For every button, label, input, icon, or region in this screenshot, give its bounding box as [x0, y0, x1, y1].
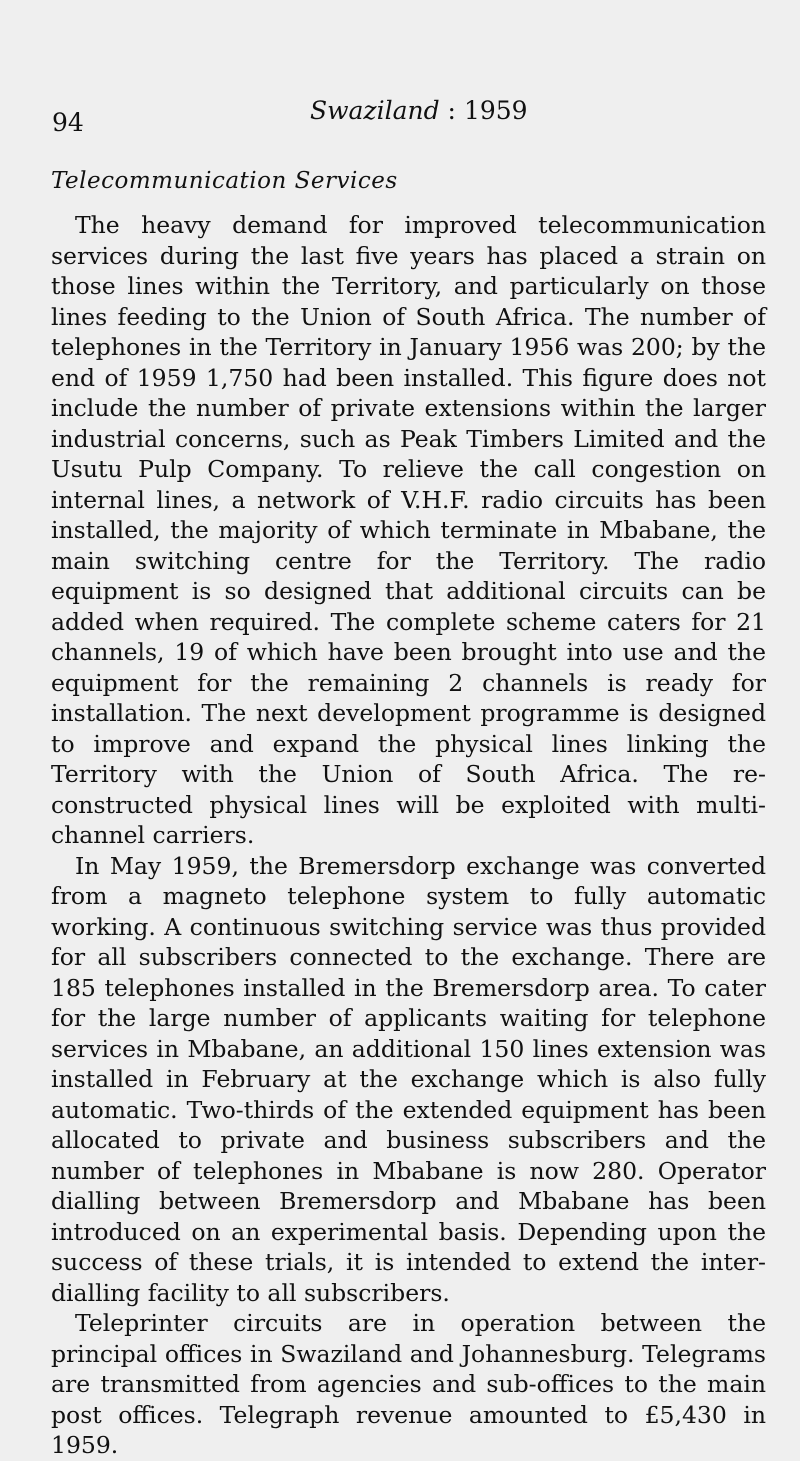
running-header	[310, 96, 528, 125]
running-header-year: 1959	[463, 96, 528, 125]
running-header-place: Swaziland	[310, 96, 440, 125]
paragraph-exchanges: In May 1959, the Bremersdorp exchange was converted from a magneto telephone system to fully automatic working. A continuous switching service was thus provided for all subscribers connected to the exchange. There are 185 telephones installed in the Bremersdorp area. To cater for the large number of applicants waiting for telephone services in Mbabane, an additional 150 lines extension was installed in February at the exchange which is also fully automatic. Two-thirds of the extended equipment has been allocated to private and business subscribers and the number of telephones in Mbabane is now 280. Operator dialling between Bremersdorp and Mbabane has been introduced on an experimental basis. Depending upon the success of these trials, it is intended to extend the inter-dialling facility to all subscribers.	[51, 851, 766, 1307]
page-number: 94	[52, 108, 84, 137]
paragraph-telephone-network: The heavy demand for improved telecommunication services during the last five years has placed a strain on those lines within the Territory, and particularly on those lines feeding to the Union of South Africa. The number of telephones in the Territory in January 1956 was 200; by the end of 1959 1,750 had been installed. This figure does not include the number of private extensions within the larger industrial concerns, such as Peak Timbers Limited and the Usutu Pulp Company. To relieve the call congestion on internal lines, a network of V.H.F. radio circuits has been installed, the majority of which terminate in Mbabane, the main switching centre for the Territory. The radio equipment is so designed that additional circuits can be added when required. The complete scheme caters for 21 channels, 19 of which have been brought into use and the equipment for the remaining 2 channels is ready for installation. The next development programme is designed to improve and expand the physical lines linking the Territory with the Union of South Africa. The re-constructed physical lines will be exploited with multi-channel carriers.	[51, 211, 766, 849]
paragraph-teleprinter: Teleprinter circuits are in operation between the principal offices in Swaziland and Johannesburg. Telegrams are transmitted from agencies and sub-offices to the main post offices. Telegraph revenue amounted to £5,430 in 1959.	[51, 1309, 766, 1459]
section-heading: Telecommunication Services	[51, 168, 398, 194]
body-text	[51, 210, 766, 1461]
running-header-separator: :	[439, 96, 464, 125]
